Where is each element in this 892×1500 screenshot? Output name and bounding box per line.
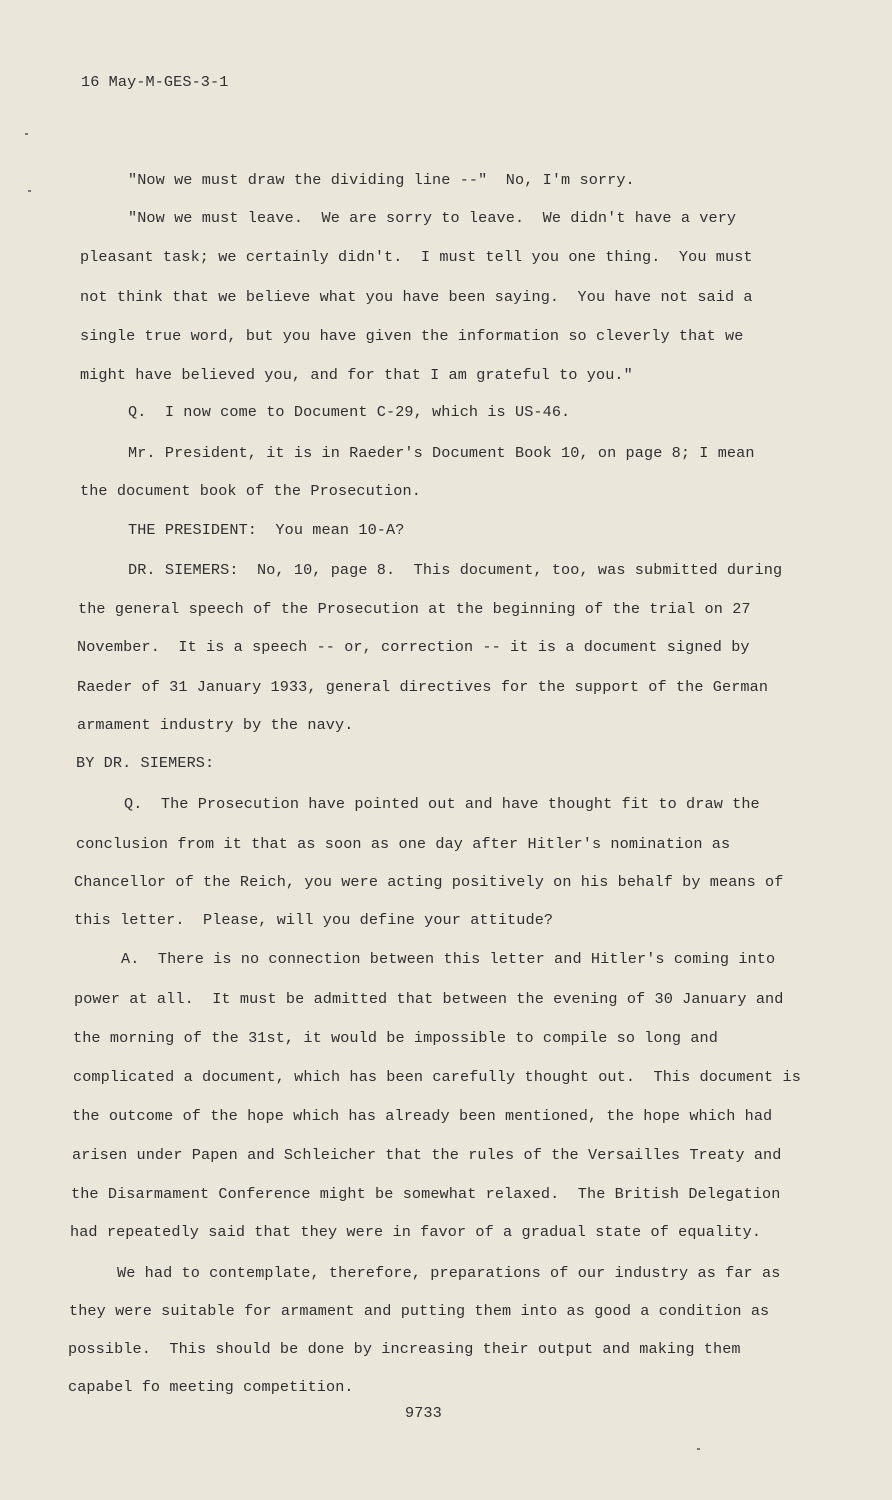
text-line: not think that we believe what you have been saying. You have not said a	[80, 288, 753, 306]
text-line: capabel fo meeting competition.	[68, 1378, 354, 1396]
text-line: DR. SIEMERS: No, 10, page 8. This document, too, was submitted during	[128, 561, 783, 579]
text-line: this letter. Please, will you define your attitude?	[74, 911, 554, 929]
text-line: the general speech of the Prosecution at the beginning of the trial on 27	[78, 600, 751, 618]
text-line: Raeder of 31 January 1933, general directives for the support of the German	[77, 678, 769, 696]
text-line: might have believed you, and for that I am grateful to you."	[80, 366, 633, 384]
text-line: Chancellor of the Reich, you were acting positively on his behalf by means of	[74, 873, 784, 891]
text-line: possible. This should be done by increasing their output and making them	[68, 1340, 741, 1358]
text-line: the Disarmament Conference might be somewhat relaxed. The British Delegation	[71, 1185, 781, 1203]
text-line: had repeatedly said that they were in favor of a gradual state of equality.	[70, 1223, 762, 1241]
text-line: pleasant task; we certainly didn't. I must tell you one thing. You must	[80, 248, 753, 266]
text-line: single true word, but you have given the information so cleverly that we	[80, 327, 744, 345]
text-line: complicated a document, which has been carefully thought out. This document is	[73, 1068, 801, 1086]
text-line: "Now we must leave. We are sorry to leave. We didn't have a very	[128, 209, 737, 227]
paper-speck	[25, 133, 28, 135]
paper-speck	[28, 190, 31, 192]
text-line: the outcome of the hope which has already been mentioned, the hope which had	[72, 1107, 773, 1125]
paper-speck	[697, 1448, 700, 1450]
text-line: power at all. It must be admitted that between the evening of 30 January and	[74, 990, 784, 1008]
text-line: Mr. President, it is in Raeder's Document Book 10, on page 8; I mean	[128, 444, 755, 462]
text-line: armament industry by the navy.	[77, 716, 354, 734]
text-line: THE PRESIDENT: You mean 10-A?	[128, 521, 405, 539]
text-line: BY DR. SIEMERS:	[76, 754, 215, 772]
text-line: arisen under Papen and Schleicher that the rules of the Versailles Treaty and	[72, 1146, 782, 1164]
text-line: Q. The Prosecution have pointed out and have thought fit to draw the	[124, 795, 760, 813]
text-line: We had to contemplate, therefore, preparations of our industry as far as	[117, 1264, 781, 1282]
text-line: conclusion from it that as soon as one day after Hitler's nomination as	[76, 835, 731, 853]
text-line: the document book of the Prosecution.	[80, 482, 421, 500]
text-line: they were suitable for armament and putting them into as good a condition as	[69, 1302, 770, 1320]
text-line: A. There is no connection between this letter and Hitler's coming into	[121, 950, 776, 968]
document-header: 16 May-M-GES-3-1	[81, 73, 229, 91]
text-line: "Now we must draw the dividing line --" No, I'm sorry.	[128, 171, 635, 189]
page-number: 9733	[405, 1404, 442, 1422]
text-line: Q. I now come to Document C-29, which is US-46.	[128, 403, 571, 421]
text-line: the morning of the 31st, it would be impossible to compile so long and	[73, 1029, 718, 1047]
text-line: November. It is a speech -- or, correction -- it is a document signed by	[77, 638, 750, 656]
